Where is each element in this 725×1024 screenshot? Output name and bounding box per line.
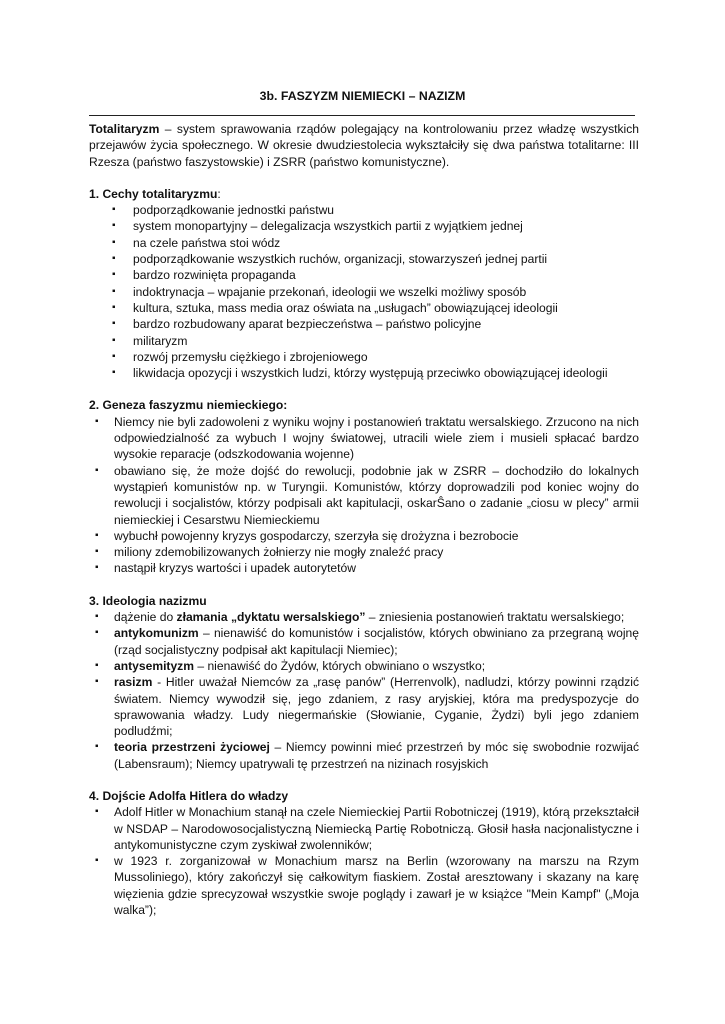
- list-item: [89, 609, 639, 625]
- item-bold: antykomunizm: [114, 626, 199, 641]
- list-item: ▪ bardzo rozwinięta propaganda: [89, 267, 639, 283]
- spacer: [89, 577, 639, 593]
- item-post: – zniesienia postanowień traktatu wersalskiego;: [365, 610, 625, 625]
- item-post: – nienawiść do Żydów, których obwiniano o wszystko;: [194, 658, 486, 673]
- section1-list: [89, 202, 639, 381]
- list-item: ▪ nastąpił kryzys wartości i upadek autorytetów: [89, 560, 639, 576]
- item-bold: teoria przestrzeni życiowej: [114, 740, 270, 755]
- list-item: ▪ likwidacja opozycji i wszystkich ludzi, którzy występują przeciwko obowiązującej ideologii: [89, 365, 639, 381]
- list-item: [89, 625, 639, 658]
- list-item: ▪ wybuchł powojenny kryzys gospodarczy, szerzyła się drożyzna i bezrobocie: [89, 528, 639, 544]
- spacer: [89, 170, 639, 186]
- item-post: – Niemcy powinni mieć przestrzeń by móc się swobodnie rozwijać (Labensraum); Niemcy upatrywali tę przestrzeń na nizinach rosyjskich: [114, 740, 639, 771]
- list-item: ▪ indoktrynacja – wpajanie przekonań, ideologii we wszelki możliwy sposób: [89, 284, 639, 300]
- item-bold: rasizm: [114, 675, 153, 690]
- list-item: ▪ rozwój przemysłu ciężkiego i zbrojeniowego: [89, 349, 639, 365]
- spacer: [89, 381, 639, 397]
- list-item: ▪ podporządkowanie wszystkich ruchów, organizacji, stowarzyszeń jednej partii: [89, 251, 639, 267]
- section3-list: [89, 609, 639, 772]
- section2-heading: 2. Geneza faszyzmu niemieckiego:: [89, 398, 288, 413]
- list-item: ▪ miliony zdemobilizowanych żołnierzy nie mogły znaleźć pracy: [89, 544, 639, 560]
- list-item: ▪ na czele państwa stoi wódz: [89, 235, 639, 251]
- list-item: ▪ system monopartyjny – delegalizacja wszystkich partii z wyjątkiem jednej: [89, 218, 639, 234]
- section1-heading: 1. Cechy totalitaryzmu: [89, 186, 218, 201]
- list-item: [89, 658, 639, 674]
- list-item: [89, 739, 639, 772]
- list-item: ▪ podporządkowanie jednostki państwu: [89, 202, 639, 218]
- list-item: ▪ w 1923 r. zorganizował w Monachium marsz na Berlin (wzorowany na marszu na Rzym Mussoliniego), który zakończył się całkowitym fiaskiem. Został aresztowany i skazany na karę więzienia gdzie sprecyzował wszystkie swoje poglądy i zawarł je w książce "Mein Kampf" („Moja walka”);: [89, 853, 639, 918]
- section4-list: [89, 804, 639, 918]
- intro-text: – system sprawowania rządów polegający na kontrolowaniu przez władzę wszystkich przejawów życia społecznego. W okresie dwudziestolecia wykształciły się dwa państwa totalitarne: III Rzesza (państwo faszystowskie) i ZSRR (państwo komunistyczne).: [89, 122, 639, 169]
- section1-colon: :: [217, 186, 221, 201]
- list-item: ▪ Adolf Hitler w Monachium stanął na czele Niemieckiej Partii Robotniczej (1919), którą przekształcił w NSDAP – Narodowosocjalistyczną Niemiecką Partię Robotniczą. Głosił hasła nacjonalistyczne i antykomunistyczne czym zyskiwał zwolenników;: [89, 804, 639, 853]
- section4-heading: 4. Dojście Adolfa Hitlera do władzy: [89, 788, 289, 803]
- list-item: ▪ kultura, sztuka, mass media oraz oświata na „usługach” obowiązującej ideologii: [89, 300, 639, 316]
- item-bold: antysemityzm: [114, 658, 194, 673]
- list-item: [89, 674, 639, 739]
- item-pre: dążenie do: [114, 610, 177, 625]
- intro-paragraph: [89, 121, 639, 170]
- item-post: – nienawiść do komunistów i socjalistów, których obwiniano za przegraną wojnę (rząd socjalistyczny podpisał akt kapitulacji Niemiec);: [114, 626, 639, 657]
- item-bold: złamania „dyktatu wersalskiego”: [176, 610, 366, 625]
- list-item: ▪ obawiano się, że może dojść do rewolucji, podobnie jak w ZSRR – dochodziło do lokalnych wystąpień komunistów np. w Turyngii. Komunistów, którzy doprowadzili pod koniec wojny do rewolucji i socjalistów, którzy podpisali akt kapitulacji, oskarŜano o zadanie „ciosu w plecy” armii niemieckiej i Cesarstwu Niemieckiemu: [89, 463, 639, 528]
- list-item: ▪ militaryzm: [89, 333, 639, 349]
- document-body: [89, 121, 639, 918]
- title-divider: [89, 115, 635, 116]
- list-item: ▪ Niemcy nie byli zadowoleni z wyniku wojny i postanowień traktatu wersalskiego. Zrzucono na nich odpowiedzialność za wybuch I wojny światowej, utracili wiele ziem i musieli spłacać bardzo wysokie reparacje (odszkodowania wojenne): [89, 414, 639, 463]
- document-title: 3b. FASZYZM NIEMIECKI – NAZIZM: [259, 89, 466, 103]
- spacer: [89, 772, 639, 788]
- section3-heading: 3. Ideologia nazizmu: [89, 593, 207, 608]
- item-post: - Hitler uważał Niemców za „rasę panów” (Herrenvolk), nadludzi, którzy powinni rządzić światem. Niemcy wywodził się, jego zdaniem, z rasy aryjskiej, która ma predyspozycje do sprawowania władzy. Ludy niegermańskie (Słowianie, Cyganie, Żydzi) byli jego zdaniem podludźmi;: [114, 675, 639, 739]
- section2-list: [89, 414, 639, 577]
- section1-heading-line: [89, 186, 639, 202]
- list-item: ▪ bardzo rozbudowany aparat bezpieczeństwa – państwo policyjne: [89, 316, 639, 332]
- intro-term: Totalitaryzm: [89, 122, 160, 136]
